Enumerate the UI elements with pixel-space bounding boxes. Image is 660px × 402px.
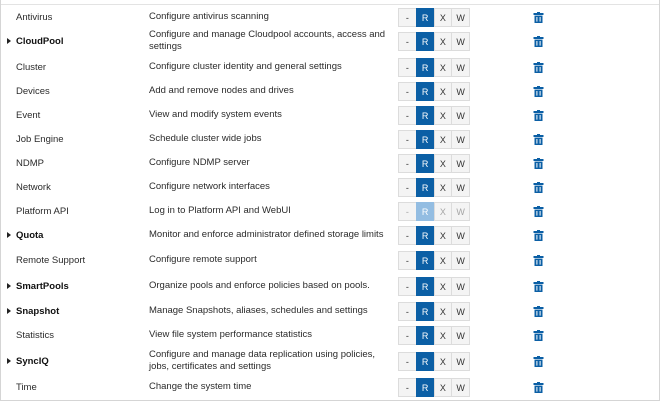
expand-caret-icon[interactable] <box>7 358 11 364</box>
privilege-description: Schedule cluster wide jobs <box>149 133 262 144</box>
privilege-name <box>16 323 54 347</box>
trash-icon[interactable] <box>533 86 544 97</box>
permission-execute-button[interactable]: X <box>434 8 453 27</box>
permission-toggle-group <box>398 82 470 101</box>
permission-read-button[interactable]: R <box>416 8 435 27</box>
privilege-row <box>1 103 659 127</box>
privilege-row <box>1 175 659 199</box>
privilege-row <box>1 199 659 223</box>
privilege-name <box>16 175 51 199</box>
permission-toggle-group <box>398 178 470 197</box>
trash-icon[interactable] <box>533 306 544 317</box>
privilege-description: View and modify system events <box>149 109 282 120</box>
privilege-name <box>16 247 85 273</box>
privilege-name-text: Antivirus <box>16 11 53 23</box>
permission-toggle-group <box>398 326 470 345</box>
privilege-name-text: Event <box>16 109 41 121</box>
privilege-name-text: Platform API <box>16 205 69 217</box>
trash-icon[interactable] <box>533 36 544 47</box>
permission-write-button[interactable]: W <box>451 106 470 125</box>
permission-execute-button[interactable]: X <box>434 251 453 270</box>
permission-read-button[interactable]: R <box>416 82 435 101</box>
privilege-name[interactable] <box>7 273 69 299</box>
permission-write-button[interactable]: W <box>451 82 470 101</box>
permission-toggle-group <box>398 277 470 296</box>
trash-icon[interactable] <box>533 62 544 73</box>
permission-none-button[interactable]: - <box>398 352 417 371</box>
permission-execute-button[interactable]: X <box>434 277 453 296</box>
permission-execute-button[interactable]: X <box>434 58 453 77</box>
permission-write-button[interactable]: W <box>451 32 470 51</box>
permission-write-button[interactable]: W <box>451 154 470 173</box>
permission-read-button[interactable]: R <box>416 154 435 173</box>
trash-icon[interactable] <box>533 230 544 241</box>
trash-icon[interactable] <box>533 182 544 193</box>
permission-none-button[interactable]: - <box>398 226 417 245</box>
privilege-name <box>16 103 40 127</box>
privilege-description: Monitor and enforce administrator defined storage limits <box>149 229 384 240</box>
permission-write-button[interactable]: W <box>451 326 470 345</box>
permission-read-button[interactable]: R <box>416 106 435 125</box>
permission-execute-button: X <box>434 202 453 221</box>
trash-icon[interactable] <box>533 158 544 169</box>
privilege-row <box>1 375 659 399</box>
trash-icon[interactable] <box>533 356 544 367</box>
permission-execute-button[interactable]: X <box>434 82 453 101</box>
permission-read-button[interactable]: R <box>416 378 435 397</box>
privilege-description: Configure and manage Cloudpool accounts, access and settings <box>149 29 386 52</box>
permission-write-button[interactable]: W <box>451 226 470 245</box>
privilege-description: Configure antivirus scanning <box>149 11 269 22</box>
expand-caret-icon[interactable] <box>7 232 11 238</box>
permission-toggle-group <box>398 130 470 149</box>
privilege-description: Configure remote support <box>149 254 257 265</box>
privilege-name-text: Network <box>16 181 51 193</box>
privilege-name <box>16 55 46 79</box>
permission-execute-button[interactable]: X <box>434 130 453 149</box>
privilege-name-text: CloudPool <box>16 35 64 47</box>
permission-read-button[interactable]: R <box>416 326 435 345</box>
privilege-name[interactable] <box>7 223 43 247</box>
privilege-description: Configure network interfaces <box>149 181 270 192</box>
permission-toggle-group <box>398 32 470 51</box>
privilege-name-text: Time <box>16 381 37 393</box>
privilege-name <box>16 199 69 223</box>
expand-caret-icon[interactable] <box>7 308 11 314</box>
privilege-name-text: Devices <box>16 85 50 97</box>
privilege-name-text: Quota <box>16 229 44 241</box>
privilege-name-text: Statistics <box>16 329 55 341</box>
permission-write-button[interactable]: W <box>451 251 470 270</box>
privilege-name[interactable] <box>7 347 49 375</box>
permission-write-button: W <box>451 202 470 221</box>
privilege-name <box>16 151 44 175</box>
permission-none-button[interactable]: - <box>398 130 417 149</box>
privilege-row <box>1 323 659 347</box>
permission-read-button[interactable]: R <box>416 178 435 197</box>
permission-none-button[interactable]: - <box>398 8 417 27</box>
trash-icon[interactable] <box>533 110 544 121</box>
privilege-description: Change the system time <box>149 381 252 392</box>
permission-none-button[interactable]: - <box>398 277 417 296</box>
permission-write-button[interactable]: W <box>451 302 470 321</box>
permission-read-button[interactable]: R <box>416 277 435 296</box>
permission-none-button[interactable]: - <box>398 32 417 51</box>
permission-read-button[interactable]: R <box>416 302 435 321</box>
permission-toggle-group <box>398 154 470 173</box>
permission-toggle-group <box>398 58 470 77</box>
privilege-description: View file system performance statistics <box>149 329 312 340</box>
privilege-name-text: Snapshot <box>16 305 60 317</box>
permission-execute-button[interactable]: X <box>434 326 453 345</box>
permission-write-button[interactable]: W <box>451 378 470 397</box>
permission-write-button[interactable]: W <box>451 58 470 77</box>
privilege-row <box>1 223 659 247</box>
trash-icon[interactable] <box>533 382 544 393</box>
privilege-description: Manage Snapshots, aliases, schedules and settings <box>149 305 368 316</box>
permission-none-button[interactable]: - <box>398 302 417 321</box>
privilege-name[interactable] <box>7 27 64 55</box>
privilege-description: Configure cluster identity and general settings <box>149 61 342 72</box>
privilege-row <box>1 79 659 103</box>
privilege-name-text: SmartPools <box>16 280 69 292</box>
privilege-description: Log in to Platform API and WebUI <box>149 205 291 216</box>
privilege-name <box>16 5 52 29</box>
privilege-name[interactable] <box>7 299 59 323</box>
permission-execute-button[interactable]: X <box>434 154 453 173</box>
permission-write-button[interactable]: W <box>451 130 470 149</box>
trash-icon[interactable] <box>533 12 544 23</box>
permission-toggle-group <box>398 226 470 245</box>
privilege-description: Add and remove nodes and drives <box>149 85 294 96</box>
trash-icon[interactable] <box>533 330 544 341</box>
expand-caret-icon[interactable] <box>7 283 11 289</box>
privilege-name <box>16 127 64 151</box>
privilege-row <box>1 5 659 29</box>
permission-toggle-group <box>398 202 470 221</box>
permission-none-button[interactable]: - <box>398 326 417 345</box>
permission-none-button: - <box>398 202 417 221</box>
privilege-row <box>1 273 659 299</box>
permission-execute-button[interactable]: X <box>434 32 453 51</box>
privilege-row <box>1 247 659 273</box>
privilege-description: Configure and manage data replication using policies, jobs, certificates and settings <box>149 349 376 372</box>
permission-read-button[interactable]: R <box>416 130 435 149</box>
permission-write-button[interactable]: W <box>451 8 470 27</box>
trash-icon[interactable] <box>533 281 544 292</box>
permission-execute-button[interactable]: X <box>434 178 453 197</box>
permission-execute-button[interactable]: X <box>434 378 453 397</box>
privilege-row <box>1 27 659 55</box>
trash-icon[interactable] <box>533 255 544 266</box>
permission-toggle-group <box>398 251 470 270</box>
privilege-row <box>1 347 659 375</box>
privilege-name <box>16 79 50 103</box>
privilege-row <box>1 299 659 323</box>
permission-execute-button[interactable]: X <box>434 352 453 371</box>
permission-none-button[interactable]: - <box>398 251 417 270</box>
privilege-name <box>16 375 37 399</box>
permission-read-button[interactable]: R <box>416 32 435 51</box>
permission-read-button[interactable]: R <box>416 251 435 270</box>
privilege-name-text: Job Engine <box>16 133 64 145</box>
trash-icon[interactable] <box>533 134 544 145</box>
privilege-name-text: NDMP <box>16 157 44 169</box>
privilege-description: Organize pools and enforce policies based on pools. <box>149 280 370 291</box>
privilege-name-text: Remote Support <box>16 254 86 266</box>
permission-read-button[interactable]: R <box>416 226 435 245</box>
permission-write-button[interactable]: W <box>451 178 470 197</box>
permission-toggle-group <box>398 378 470 397</box>
permission-none-button[interactable]: - <box>398 378 417 397</box>
permission-read-button[interactable]: R <box>416 352 435 371</box>
privilege-row <box>1 151 659 175</box>
privilege-description: Configure NDMP server <box>149 157 250 168</box>
permission-none-button[interactable]: - <box>398 106 417 125</box>
permission-toggle-group <box>398 302 470 321</box>
permission-write-button[interactable]: W <box>451 352 470 371</box>
permission-toggle-group <box>398 8 470 27</box>
permission-execute-button[interactable]: X <box>434 106 453 125</box>
permission-read-button: R <box>416 202 435 221</box>
permission-toggle-group <box>398 106 470 125</box>
permission-none-button[interactable]: - <box>398 178 417 197</box>
privilege-name-text: Cluster <box>16 61 47 73</box>
permission-toggle-group <box>398 352 470 371</box>
privilege-row <box>1 55 659 79</box>
permission-write-button[interactable]: W <box>451 277 470 296</box>
permission-read-button[interactable]: R <box>416 58 435 77</box>
expand-caret-icon[interactable] <box>7 38 11 44</box>
permission-none-button[interactable]: - <box>398 154 417 173</box>
permission-none-button[interactable]: - <box>398 82 417 101</box>
permission-execute-button[interactable]: X <box>434 302 453 321</box>
privilege-name-text: SyncIQ <box>16 355 49 367</box>
privilege-row <box>1 127 659 151</box>
permission-execute-button[interactable]: X <box>434 226 453 245</box>
permission-none-button[interactable]: - <box>398 58 417 77</box>
trash-icon[interactable] <box>533 206 544 217</box>
